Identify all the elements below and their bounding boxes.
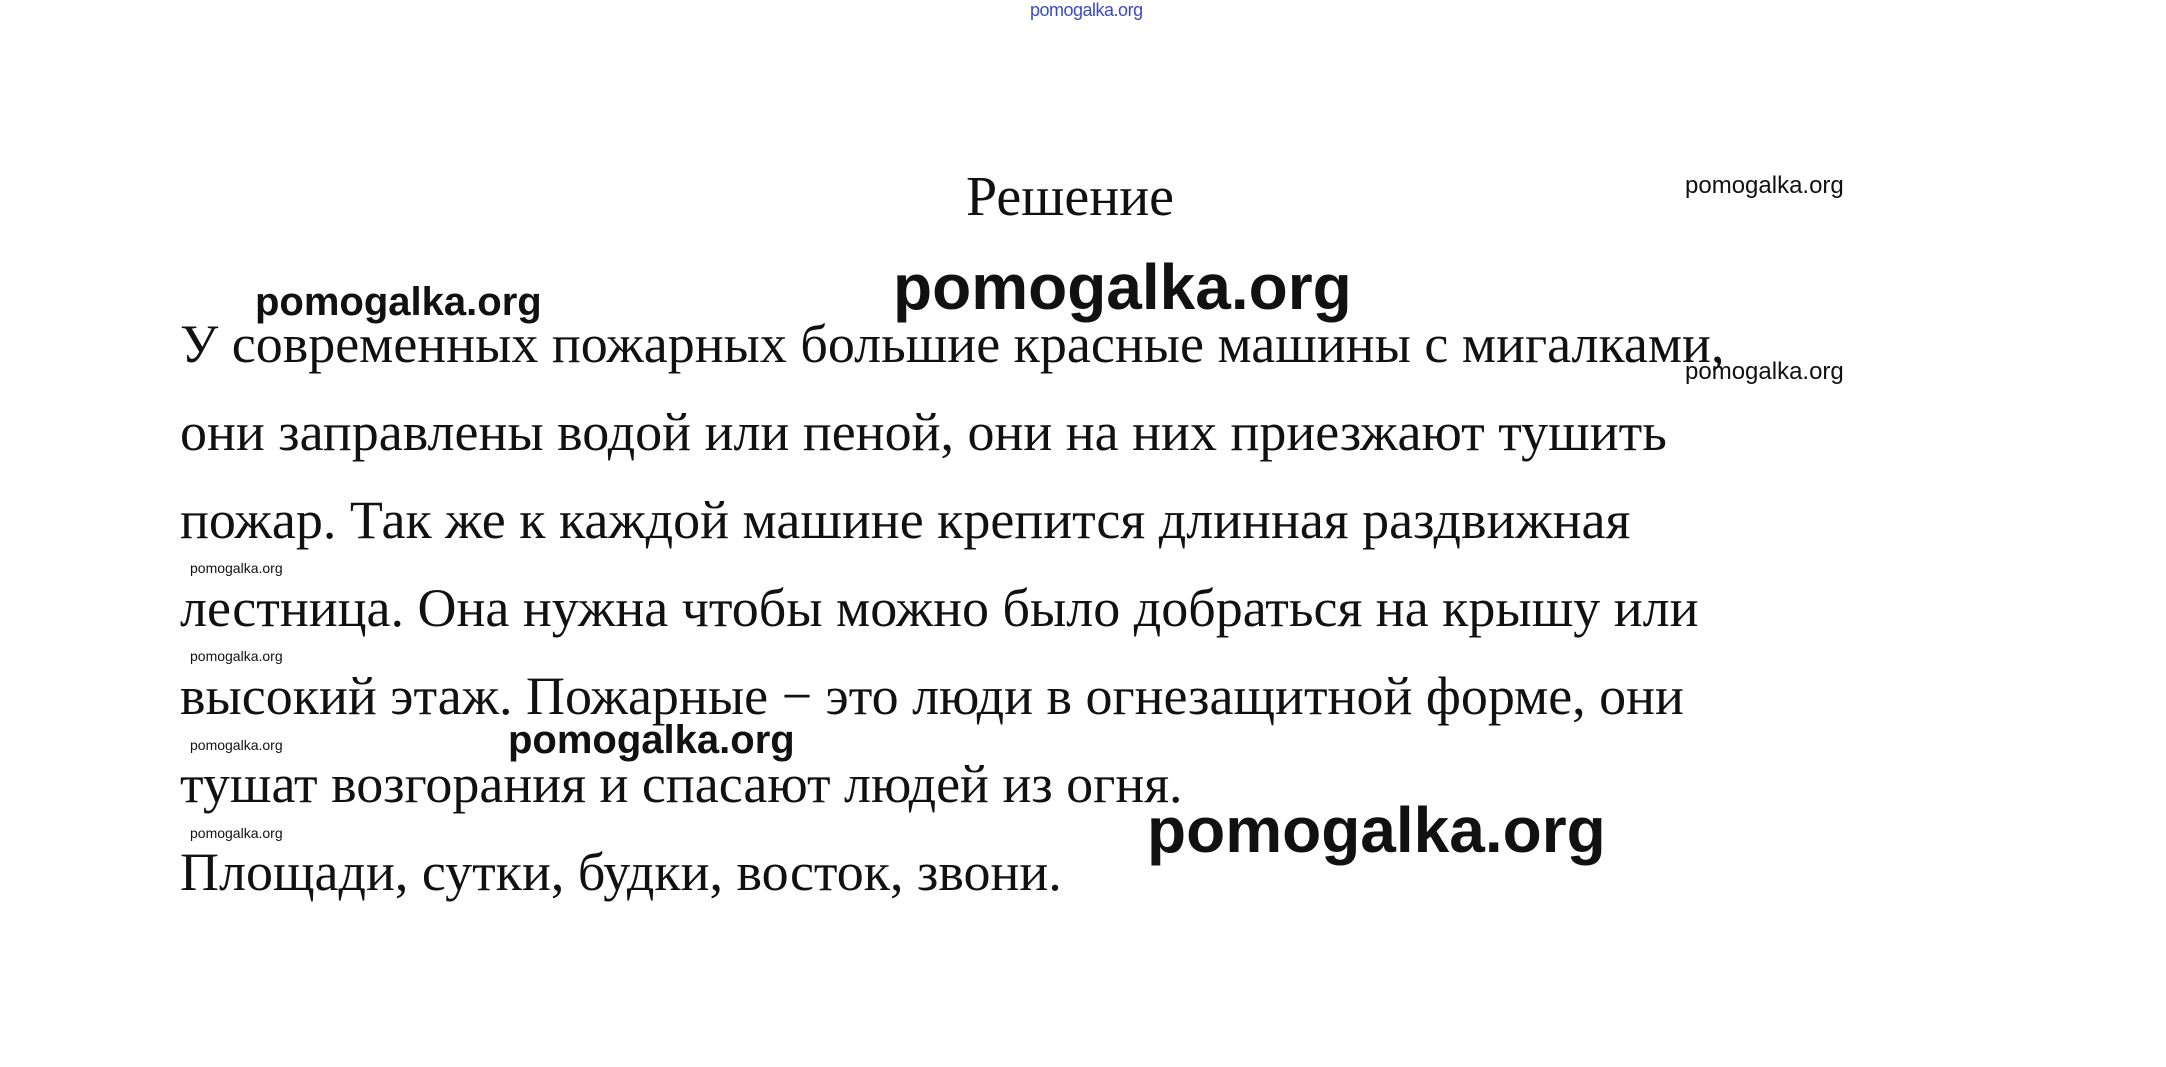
- watermark: pomogalka.org: [1685, 172, 1844, 199]
- watermark: pomogalka.org: [893, 251, 1352, 323]
- watermark: pomogalka.org: [190, 825, 283, 841]
- solution-text: [180, 300, 1900, 916]
- text-line: Площади, сутки, будки, восток, звони.: [180, 842, 1062, 902]
- text-line: У современных пожарных большие красные машины с мигалками,: [180, 314, 1725, 374]
- watermark: pomogalka.org: [508, 718, 795, 762]
- text-line: тушат возгорания и спасают людей из огня.: [180, 754, 1183, 814]
- text-line: пожар. Так же к каждой машине крепится длинная раздвижная: [180, 490, 1631, 550]
- watermark: pomogalka.org: [255, 280, 542, 324]
- watermark: pomogalka.org: [190, 737, 283, 753]
- watermark: pomogalka.org: [190, 560, 283, 576]
- text-line: они заправлены водой или пеной, они на них приезжают тушить: [180, 402, 1667, 462]
- text-line: лестница. Она нужна чтобы можно было добраться на крышу или: [180, 578, 1699, 638]
- top-site-link[interactable]: pomogalka.org: [1030, 0, 1143, 20]
- text-line: высокий этаж. Пожарные − это люди в огнезащитной форме, они: [180, 666, 1684, 726]
- watermark: pomogalka.org: [1685, 358, 1844, 385]
- watermark: pomogalka.org: [190, 648, 283, 664]
- watermark: pomogalka.org: [1147, 794, 1606, 866]
- page-title: Решение: [965, 166, 1175, 228]
